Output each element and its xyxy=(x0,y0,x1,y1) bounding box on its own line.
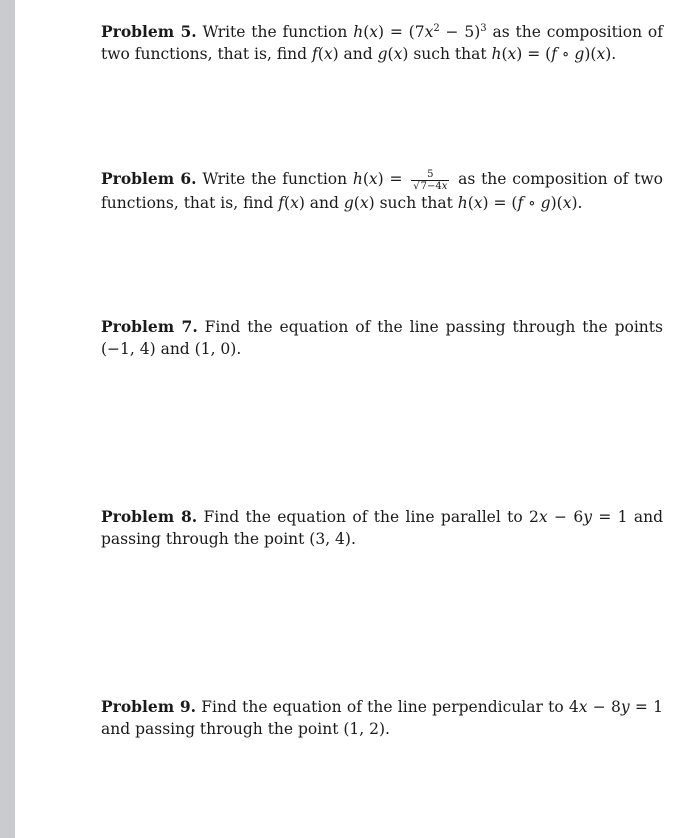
problem-8-text: Find the equation of the line parallel to 2x − 6y = 1 and passing through the point (3, 4). xyxy=(101,508,664,548)
problem-7-text: Find the equation of the line passing through the points (−1, 4) and (1, 0). xyxy=(101,318,663,358)
problem-5 xyxy=(101,21,663,65)
problem-9 xyxy=(101,696,663,740)
fraction-numerator: 5 xyxy=(411,169,449,181)
problem-8-label: Problem 8. xyxy=(101,507,198,526)
problem-6-text: Write the function h(x) = $\frac{5}{√7-4x}$ as the composition of two functions, that is, find f(x) and g(x) such that h(x) = (f ∘ g)(x). xyxy=(101,168,663,212)
problem-7-label: Problem 7. xyxy=(101,317,198,336)
fraction xyxy=(411,169,449,192)
problem-9-text: Find the equation of the line perpendicular to 4x − 8y = 1 and passing through the point (1, 2). xyxy=(101,698,663,738)
problem-6 xyxy=(101,168,663,214)
fraction-denominator: √7−4x xyxy=(413,180,448,192)
problem-7 xyxy=(101,316,663,360)
problem-6-label: Problem 6. xyxy=(101,169,197,188)
left-margin-bar xyxy=(0,0,15,838)
problem-9-label: Problem 9. xyxy=(101,697,197,716)
problem-5-text: Write the function $h(x) = (7x^2 - 5)^3$ as the composition of two functions, that is, find f(x) and g(x) such that h(x) = (f ∘ g)(x). xyxy=(101,23,663,63)
problem-5-label: Problem 5. xyxy=(101,22,197,41)
problem-8 xyxy=(101,506,663,550)
